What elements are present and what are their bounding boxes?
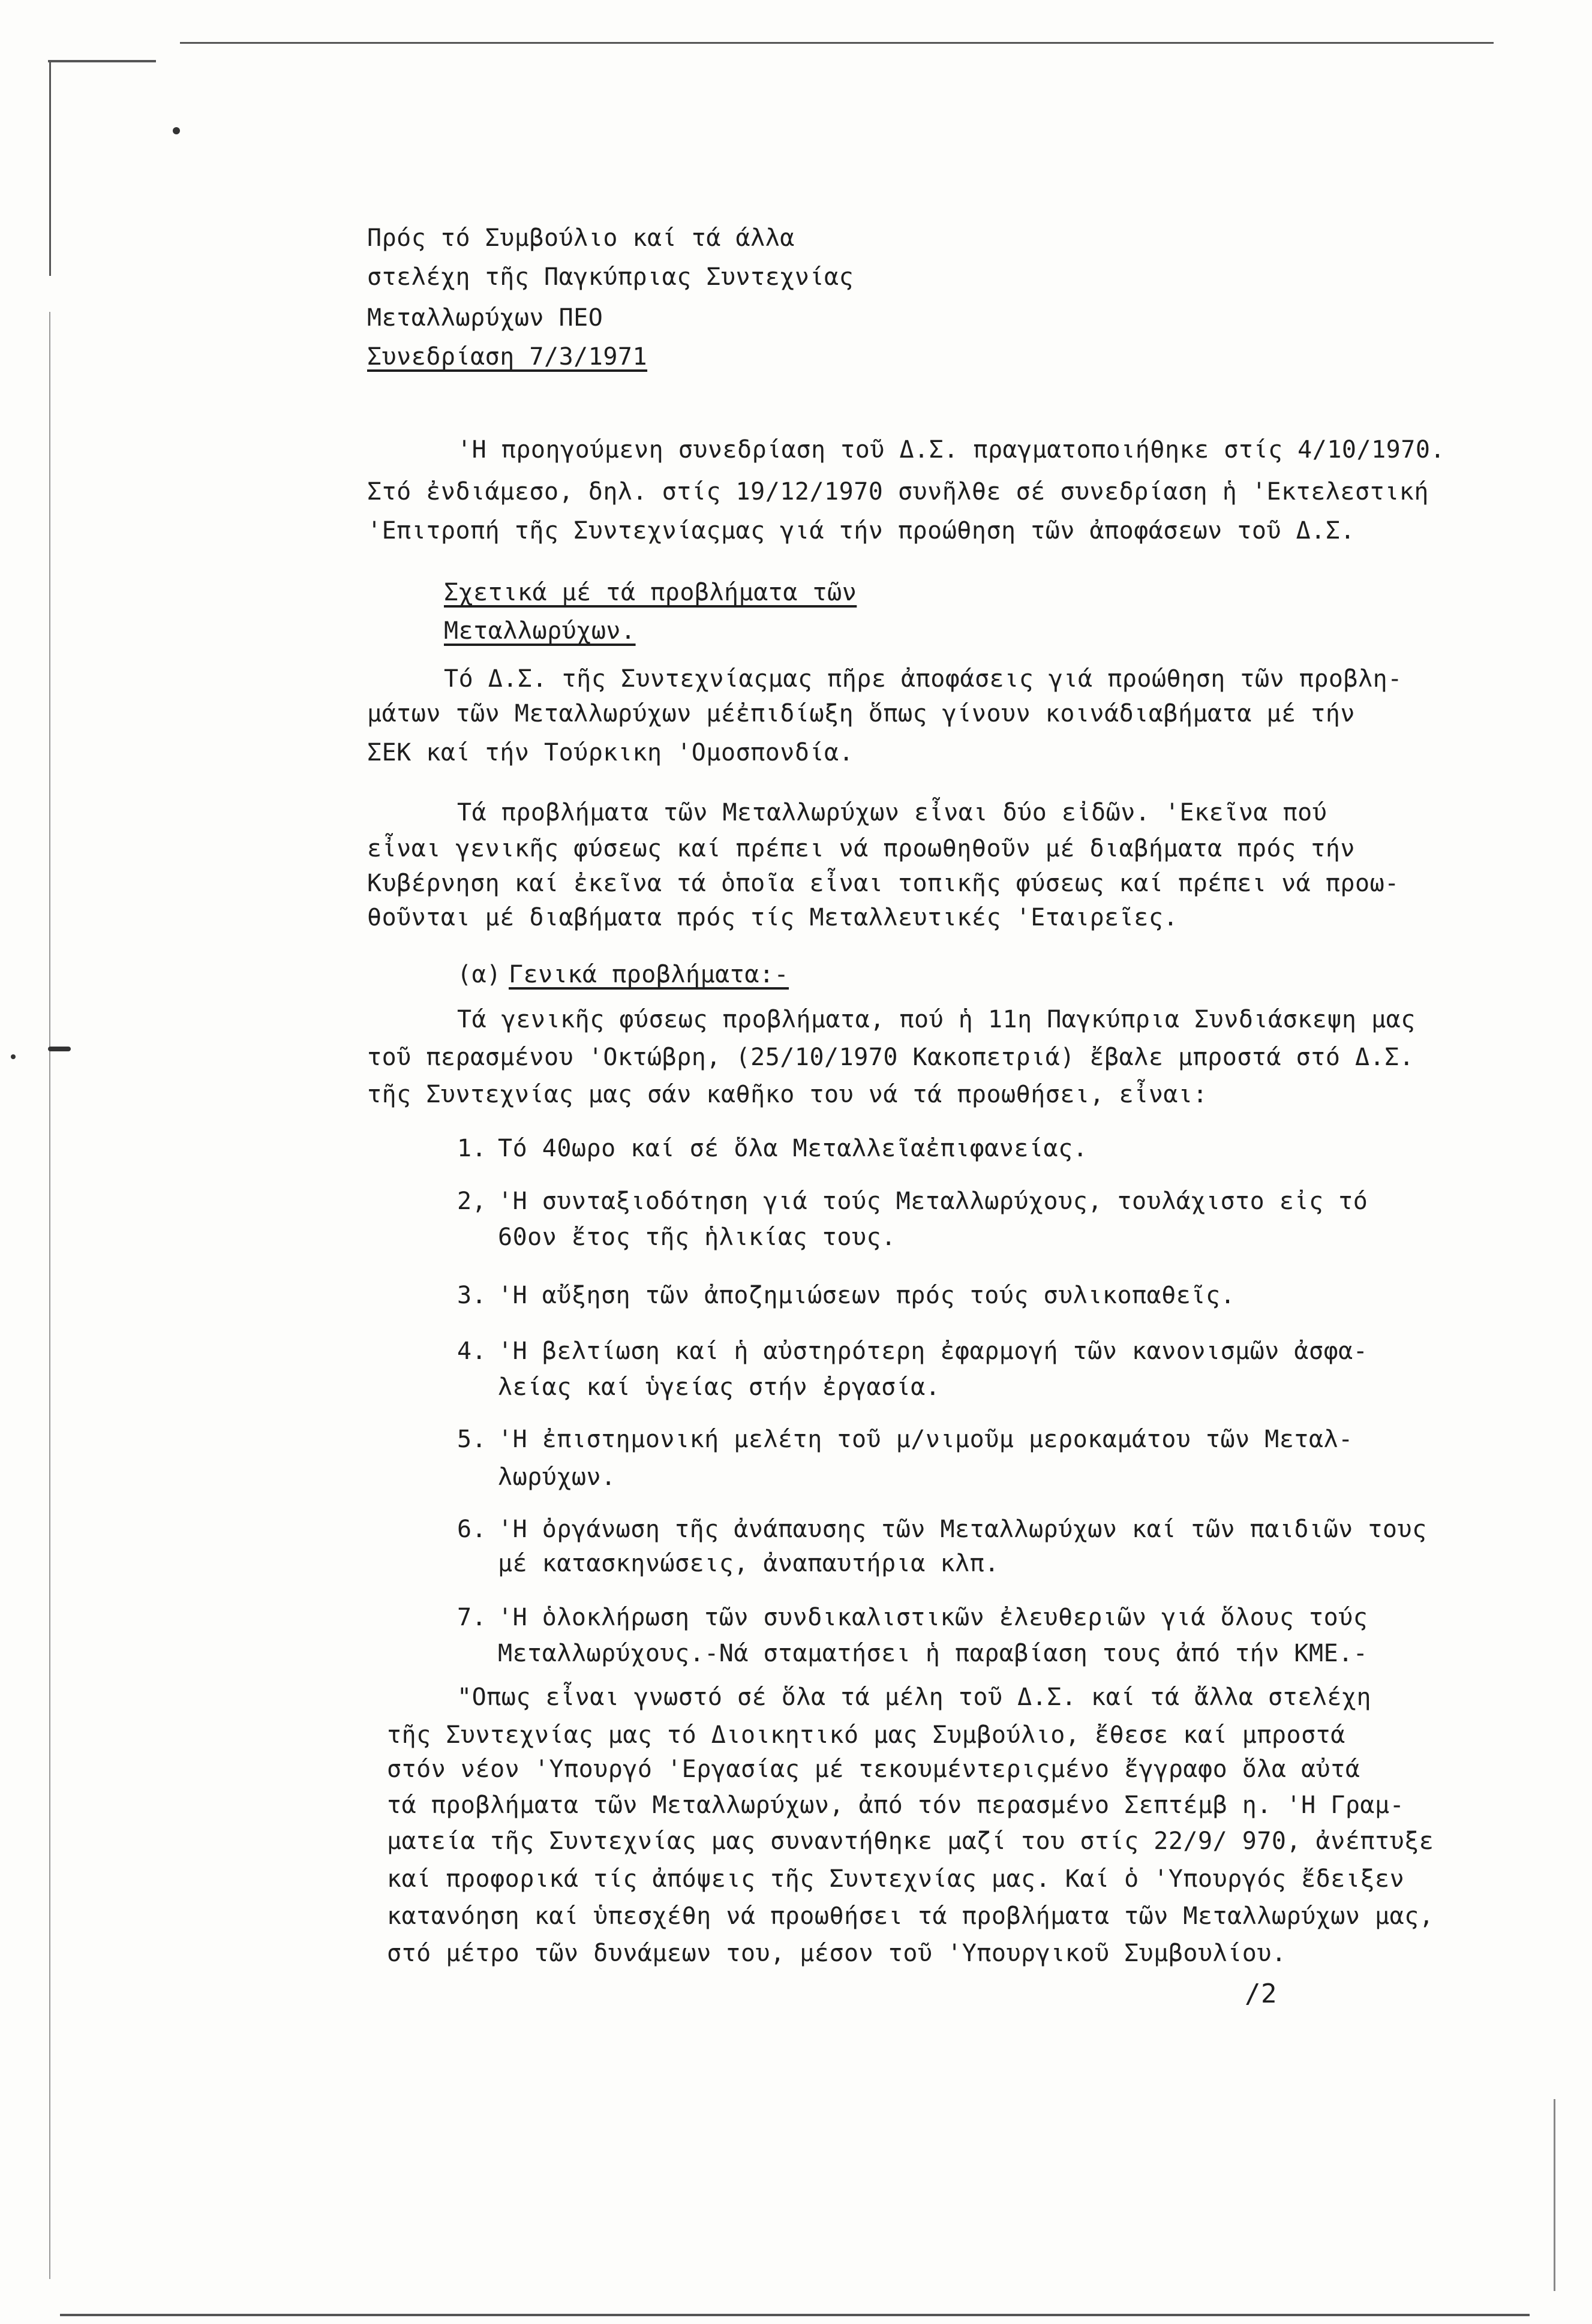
left-edge-line-2 xyxy=(49,312,50,2279)
left-edge-line xyxy=(49,60,51,276)
subsection-a-label: (α) xyxy=(457,961,501,988)
paragraph-4-line-7: κατανόηση καί ὑπεσχέθη νά προωθήσει τά προβλήματα τῶν Μεταλλωρύχων μας, xyxy=(387,1902,1434,1930)
paragraph-3-line-1: Τά γενικῆς φύσεως προβλήματα, πού ἡ 11η Παγκύπρια Συνδιάσκεψη μας xyxy=(457,1006,1416,1033)
list-item-text: 'Η ὀργάνωση τῆς ἀνάπαυσης τῶν Μεταλλωρύχων καί τῶν παιδιῶν τους xyxy=(498,1516,1427,1543)
list-item-text: 'Η αὔξηση τῶν ἀποζημιώσεων πρός τούς συλικοπαθεῖς. xyxy=(498,1282,1236,1309)
list-item-number: 6. xyxy=(457,1516,487,1543)
list-item-text: 'Η ὁλοκλήρωση τῶν συνδικαλιστικῶν ἐλευθεριῶν γιά ὅλους τούς xyxy=(498,1604,1368,1631)
section-heading-line-2: Μεταλλωρύχων. xyxy=(444,617,636,645)
paragraph-4-line-6: καί προφορικά τίς ἀπόψεις τῆς Συντεχνίας μας. Καί ὁ 'Υπουργός ἔδειξεν xyxy=(387,1865,1405,1893)
paragraph-4-line-5: ματεία τῆς Συντεχνίας μας συναντήθηκε μαζί του στίς 22/9/ 970, ἀνέπτυξε xyxy=(387,1827,1434,1855)
intro-line-3: 'Επιτροπή τῆς Συντεχνίαςμας γιά τήν προώθηση τῶν ἀποφάσεων τοῦ Δ.Σ. xyxy=(367,517,1355,545)
intro-line-2: Στό ἐνδιάμεσο, δηλ. στίς 19/12/1970 συνῆλθε σέ συνεδρίαση ἡ 'Εκτελεστική xyxy=(367,478,1429,506)
list-item-number: 4. xyxy=(457,1337,487,1365)
list-item-text: 'Η ἐπιστημονική μελέτη τοῦ μ/νιμοῦμ μεροκαμάτου τῶν Μεταλ- xyxy=(498,1426,1353,1453)
intro-line-1: 'Η προηγούμενη συνεδρίαση τοῦ Δ.Σ. πραγματοποιήθηκε στίς 4/10/1970. xyxy=(457,436,1445,464)
speck xyxy=(173,127,180,134)
paragraph-4-line-4: τά προβλήματα τῶν Μεταλλωρύχων, ἀπό τόν περασμένο Σεπτέμβ η. 'Η Γραμ- xyxy=(387,1791,1405,1819)
paragraph-1-line-1: Τό Δ.Σ. τῆς Συντεχνίαςμας πῆρε ἀποφάσεις γιά προώθηση τῶν προβλη- xyxy=(444,665,1402,693)
paragraph-3-line-2: τοῦ περασμένου 'Οκτώβρη, (25/10/1970 Κακοπετριά) ἔβαλε μπροστά στό Δ.Σ. xyxy=(367,1044,1414,1071)
paragraph-3-line-3: τῆς Συντεχνίας μας σάν καθῆκο του νά τά προωθήσει, εἶναι: xyxy=(367,1081,1208,1108)
addressee-line-2: στελέχη τῆς Παγκύπριας Συντεχνίας xyxy=(367,263,854,291)
right-edge-line xyxy=(1554,2099,1555,2291)
speck xyxy=(48,1047,71,1051)
speck xyxy=(11,1054,16,1059)
list-item-text-continued: λωρύχων. xyxy=(498,1463,616,1491)
list-item-number: 1. xyxy=(457,1135,487,1162)
list-item-text-continued: Μεταλλωρύχους.-Νά σταματήσει ἡ παραβίαση τους ἀπό τήν ΚΜΕ.- xyxy=(498,1640,1368,1667)
list-item-number: 5. xyxy=(457,1426,487,1453)
list-item-number: 7. xyxy=(457,1604,487,1631)
addressee-line-3: Μεταλλωρύχων ΠΕΟ xyxy=(367,304,603,332)
list-item-text: Τό 40ωρο καί σέ ὅλα Μεταλλεῖαἐπιφανείας. xyxy=(498,1135,1088,1162)
list-item-number: 2, xyxy=(457,1187,487,1215)
paragraph-4-line-1: "Οπως εἶναι γνωστό σέ ὅλα τά μέλη τοῦ Δ.Σ. καί τά ἄλλα στελέχη xyxy=(457,1683,1372,1711)
page-marker: /2 xyxy=(1245,1979,1277,2009)
bottom-edge-line xyxy=(60,2314,1530,2316)
paragraph-2-line-3: Κυβέρνηση καί ἐκεῖνα τά ὁποῖα εἶναι τοπικῆς φύσεως καί πρέπει νά προω- xyxy=(367,870,1399,897)
meeting-date: Συνεδρίαση 7/3/1971 xyxy=(367,343,648,371)
paragraph-4-line-2: τῆς Συντεχνίας μας τό Διοικητικό μας Συμβούλιο, ἔθεσε καί μπροστά xyxy=(387,1721,1345,1749)
paragraph-4-line-8: στό μέτρο τῶν δυνάμεων του, μέσον τοῦ 'Υπουργικοῦ Συμβουλίου. xyxy=(387,1940,1287,1967)
list-item-text: 'Η βελτίωση καί ἡ αὐστηρότερη ἐφαρμογή τῶν κανονισμῶν ἀσφα- xyxy=(498,1337,1368,1365)
paragraph-4-line-3: στόν νέον 'Υπουργό 'Εργασίας μέ τεκουμέντεριςμένο ἔγγραφο ὅλα αὐτά xyxy=(387,1755,1360,1783)
paragraph-1-line-3: ΣΕΚ καί τήν Τούρκικη 'Ομοσπονδία. xyxy=(367,739,854,766)
list-item-number: 3. xyxy=(457,1282,487,1309)
subsection-a-title: Γενικά προβλήματα:- xyxy=(509,961,789,988)
paragraph-2-line-4: θοῦνται μέ διαβήματα πρός τίς Μεταλλευτικές 'Εταιρεῖες. xyxy=(367,904,1179,931)
list-item-text-continued: λείας καί ὑγείας στήν ἐργασία. xyxy=(498,1373,941,1401)
paragraph-1-line-2: μάτων τῶν Μεταλλωρύχων μέἐπιδίωξη ὅπως γίνουν κοινάδιαβήματα μέ τήν xyxy=(367,700,1355,727)
list-item-text: 'Η συνταξιοδότηση γιά τούς Μεταλλωρύχους, τουλάχιστο εἰς τό xyxy=(498,1187,1368,1215)
list-item-text-continued: 60ον ἔτος τῆς ἡλικίας τους. xyxy=(498,1223,896,1251)
paragraph-2-line-2: εἶναι γενικῆς φύσεως καί πρέπει νά προωθηθοῦν μέ διαβήματα πρός τήν xyxy=(367,835,1355,862)
paragraph-2-line-1: Τά προβλήματα τῶν Μεταλλωρύχων εἶναι δύο εἰδῶν. 'Εκεῖνα πού xyxy=(457,799,1327,826)
addressee-line-1: Πρός τό Συμβούλιο καί τά άλλα xyxy=(367,224,795,252)
top-edge-line-2 xyxy=(180,42,1494,44)
section-heading-line-1: Σχετικά μέ τά προβλήματα τῶν xyxy=(444,579,857,606)
top-edge-line xyxy=(48,60,156,62)
list-item-text-continued: μέ κατασκηνώσεις, ἀναπαυτήρια κλπ. xyxy=(498,1550,999,1577)
